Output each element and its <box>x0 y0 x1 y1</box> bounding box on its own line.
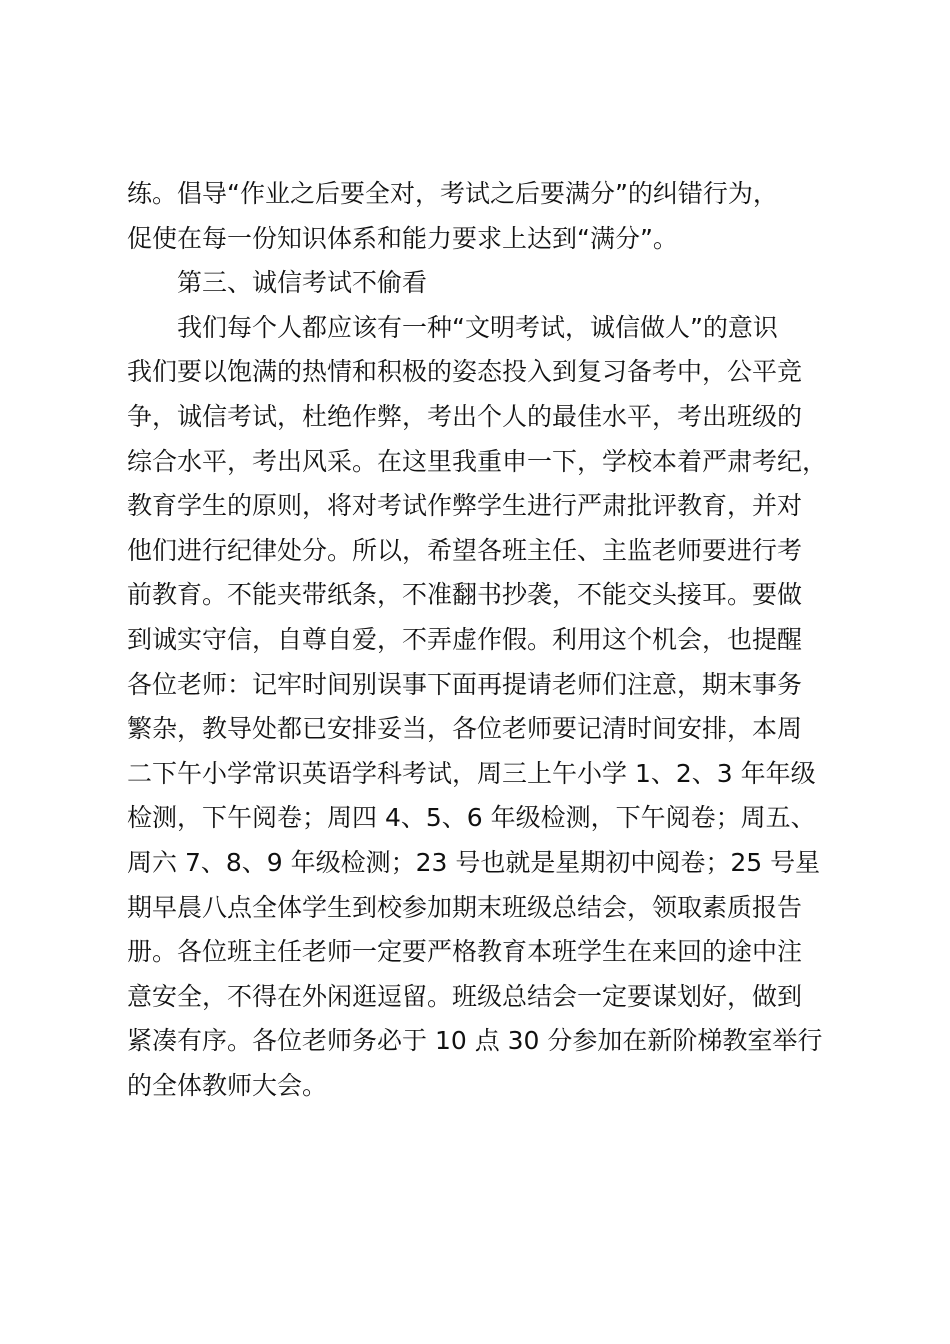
body-text <box>127 172 837 1108</box>
text-line: 的全体教师大会。 <box>127 1070 328 1100</box>
text-line: 周六 7、8、9 年级检测；23 号也就是星期初中阅卷；25 号星 <box>127 847 821 877</box>
text-line: 练。倡导“作业之后要全对，考试之后要满分”的纠错行为， <box>127 179 778 208</box>
text-line: 促使在每一份知识体系和能力要求上达到“满分”。 <box>127 223 678 253</box>
text-line: 前教育。不能夹带纸条，不准翻书抄袭，不能交头接耳。要做 <box>127 580 803 610</box>
text-line: 我们要以饱满的热情和积极的姿态投入到复习备考中，公平竞 <box>127 357 803 387</box>
text-line: 检测，下午阅卷；周四 4、5、6 年级检测，下午阅卷；周五、 <box>127 803 816 833</box>
text-line: 综合水平，考出风采。在这里我重申一下，学校本着严肃考纪， <box>127 446 828 476</box>
text-line: 二下午小学常识英语学科考试，周三上午小学 1、2、3 年年级 <box>127 758 816 788</box>
text-line: 册。各位班主任老师一定要严格教育本班学生在来回的途中注 <box>127 937 803 967</box>
text-line: 各位老师：记牢时间别误事下面再提请老师们注意，期末事务 <box>127 669 803 699</box>
text-line: 繁杂，教导处都已安排妥当，各位老师要记清时间安排，本周 <box>127 714 803 744</box>
text-line: 期早晨八点全体学生到校参加期末班级总结会，领取素质报告 <box>127 892 803 922</box>
text-line: 到诚实守信，自尊自爱，不弄虚作假。利用这个机会，也提醒 <box>127 624 803 654</box>
section-heading: 第三、诚信考试不偷看 <box>177 268 428 298</box>
text-line: 他们进行纪律处分。所以，希望各班主任、主监老师要进行考 <box>127 535 803 565</box>
text-line: 教育学生的原则，将对考试作弊学生进行严肃批评教育，并对 <box>127 491 803 521</box>
text-line: 争，诚信考试，杜绝作弊，考出个人的最佳水平，考出班级的 <box>127 401 803 431</box>
text-line: 意安全，不得在外闲逛逗留。班级总结会一定要谋划好，做到 <box>127 981 803 1011</box>
text-line: 紧凑有序。各位老师务必于 10 点 30 分参加在新阶梯教室举行 <box>127 1026 823 1056</box>
text-line: 我们每个人都应该有一种“文明考试，诚信做人”的意识 <box>177 312 778 342</box>
